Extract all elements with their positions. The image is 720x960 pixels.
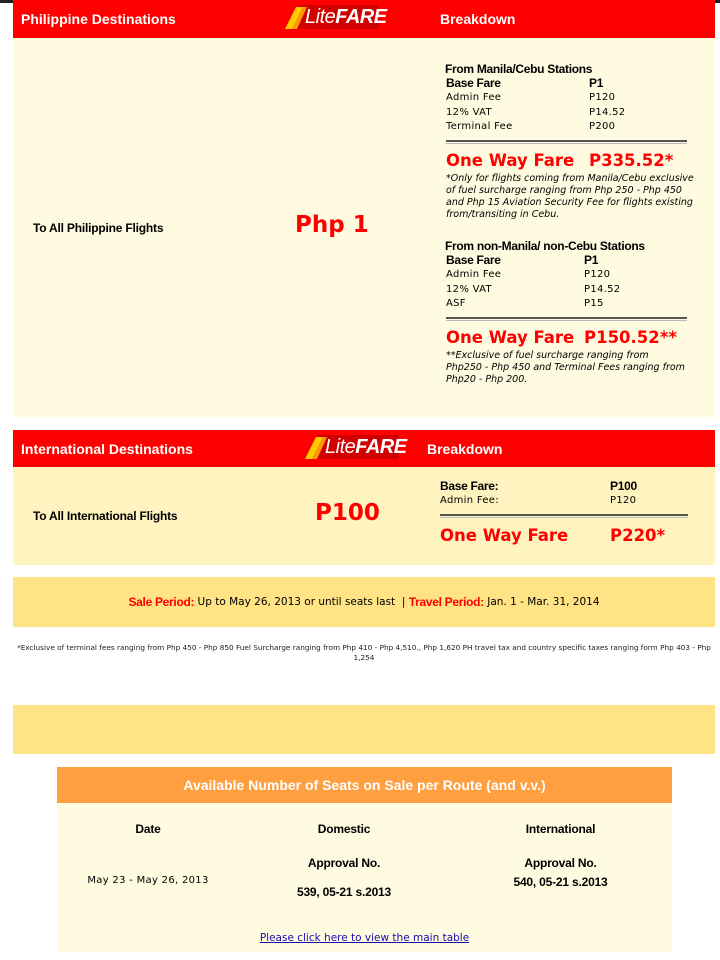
one-way-label: One Way Fare	[446, 151, 575, 170]
col-international-header: International	[525, 822, 596, 836]
fee-row: Base Fare P1	[446, 253, 599, 268]
ph-header	[13, 0, 715, 38]
domestic-approval-value: 539, 05-21 s.2013	[296, 885, 392, 899]
fineprint: *Exclusive of terminal fees ranging from Php 450 - Php 850 Fuel Surcharge ranging from Php 410 - Php 4,510., Php 1,620 PH travel tax and country specific taxes ranging form Php 403 - Php 1,254	[17, 643, 711, 662]
ph-price: Php 1	[295, 212, 369, 238]
empty-yellow-bar	[13, 705, 715, 754]
manila-fee-table	[446, 76, 688, 134]
fee-row: Admin Fee P120	[446, 269, 611, 281]
divider	[440, 514, 688, 518]
travel-period-value: Jan. 1 - Mar. 31, 2014	[483, 596, 600, 608]
period-separator: |	[398, 596, 409, 608]
intl-fee-table	[440, 479, 688, 508]
intl-price: P100	[315, 500, 380, 526]
manila-title: From Manila/Cebu Stations	[445, 62, 593, 76]
col-date-header: Date	[135, 822, 161, 836]
fee-row: Admin Fee: P120	[440, 495, 637, 507]
intl-destinations-label: International Destinations	[21, 440, 193, 457]
international-approval-label: Approval No.	[524, 856, 597, 870]
col-domestic-header: Domestic	[317, 822, 371, 836]
divider	[446, 140, 687, 144]
ph-row-label: To All Philippine Flights	[33, 221, 164, 235]
intl-body	[13, 467, 715, 565]
main-table-link[interactable]: Please click here to view the main table	[259, 932, 470, 944]
date-value: May 23 - May 26, 2013	[87, 875, 209, 886]
intl-row-label: To All International Flights	[33, 509, 178, 523]
non-manila-note: **Exclusive of fuel surcharge ranging from Php250 - Php 450 and Terminal Fees ranging from Php20 - Php 200.	[446, 350, 685, 385]
intl-breakdown-label: Breakdown	[427, 440, 503, 457]
intl-breakdown	[440, 479, 690, 545]
one-way-value: P335.52*	[589, 151, 674, 170]
non-manila-one-way	[446, 328, 695, 347]
intl-header	[13, 430, 715, 467]
sale-period-value: Up to May 26, 2013 or until seats last	[194, 596, 399, 608]
intl-one-way	[440, 526, 690, 545]
fee-row: 12% VAT P14.52	[446, 106, 626, 118]
period-bar	[13, 577, 715, 627]
one-way-value: P150.52**	[584, 328, 678, 347]
ph-non-manila-breakdown	[445, 239, 695, 386]
fee-row: 12% VAT P14.52	[446, 283, 621, 295]
fee-row: ASF P15	[446, 298, 604, 310]
litefare-logo-icon: LiteFARE	[283, 2, 393, 32]
non-manila-fee-table	[446, 253, 688, 311]
seats-body	[57, 803, 672, 952]
ph-destinations-label: Philippine Destinations	[21, 11, 176, 27]
manila-one-way	[446, 151, 695, 170]
sale-period-label: Sale Period:	[128, 595, 195, 609]
ph-body	[13, 38, 715, 417]
international-approval-value: 540, 05-21 s.2013	[513, 875, 608, 889]
litefare-logo-icon: LiteFARE	[303, 432, 413, 462]
one-way-label: One Way Fare	[446, 328, 575, 347]
non-manila-title: From non-Manila/ non-Cebu Stations	[445, 239, 645, 253]
domestic-approval-label: Approval No.	[307, 856, 381, 870]
divider	[446, 317, 687, 321]
travel-period-label: Travel Period:	[408, 595, 484, 609]
one-way-value: P220*	[610, 526, 666, 545]
fee-row: Terminal Fee P200	[446, 121, 616, 133]
ph-manila-breakdown	[445, 62, 695, 221]
seats-header: Available Number of Seats on Sale per Route (and v.v.)	[57, 767, 672, 803]
fee-row: Admin Fee P120	[446, 92, 616, 104]
ph-breakdown-label: Breakdown	[440, 11, 516, 27]
fee-row: Base Fare P1	[446, 76, 604, 91]
one-way-label: One Way Fare	[440, 526, 569, 545]
manila-note: *Only for flights coming from Manila/Cebu exclusive of fuel surcharge ranging from Php 250 - Php 450 and Php 15 Aviation Security Fee for flights existing from/transiting in Cebu.	[446, 173, 694, 220]
fee-row: Base Fare: P100	[440, 479, 637, 494]
